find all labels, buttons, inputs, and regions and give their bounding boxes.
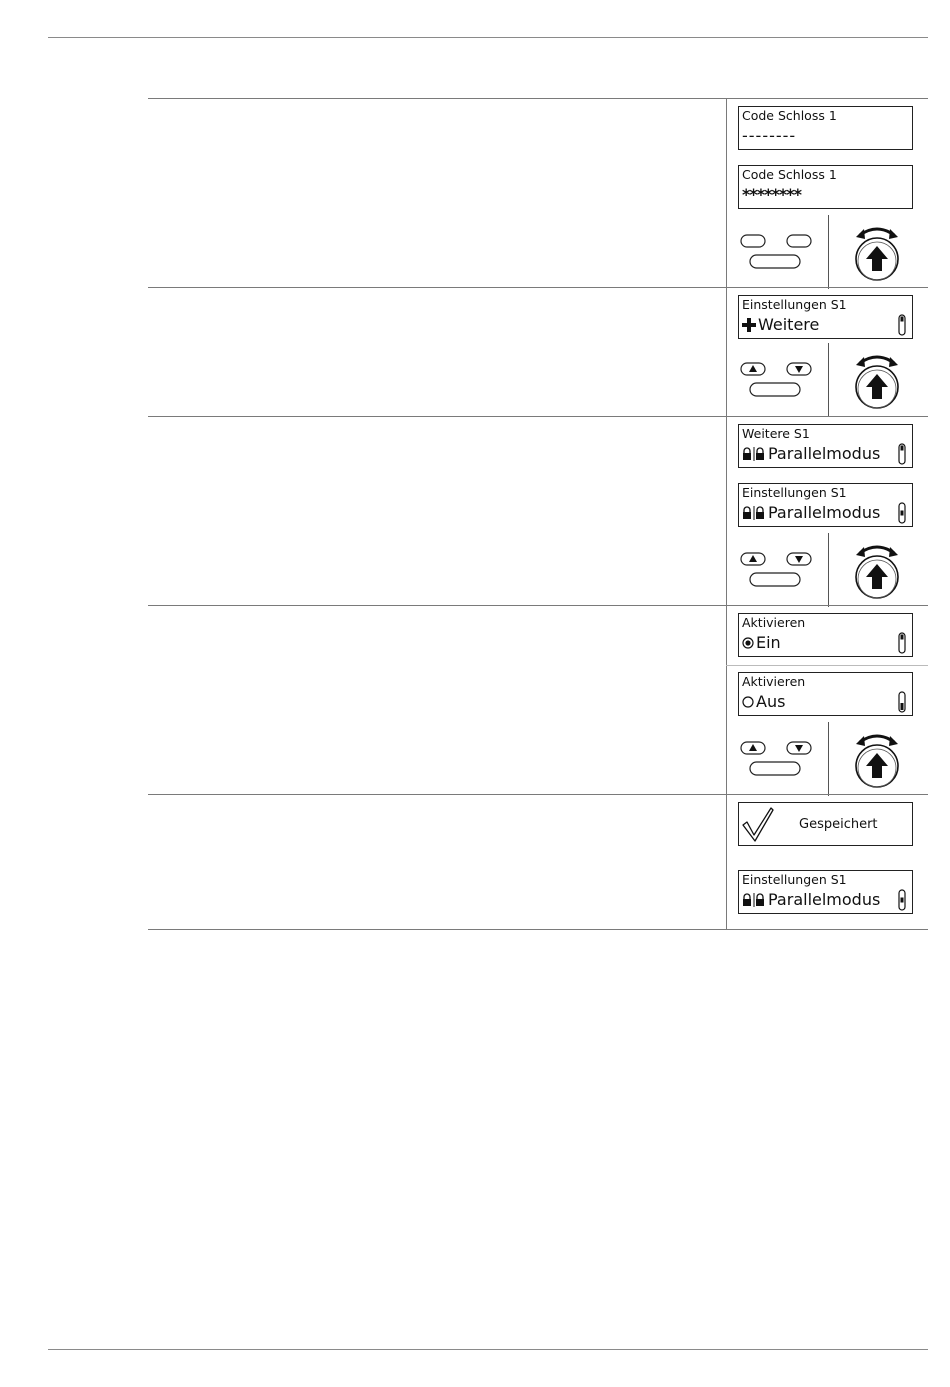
column-divider bbox=[726, 99, 727, 287]
column-divider bbox=[726, 606, 727, 794]
lock-pair-icon bbox=[742, 506, 766, 520]
rotary-knob-icon[interactable] bbox=[852, 219, 902, 289]
lcd-display-activate-off bbox=[738, 672, 913, 716]
lcd-title: Aktivieren bbox=[742, 674, 806, 689]
lock-pair-icon bbox=[742, 447, 766, 461]
scrollbar-top-icon bbox=[898, 443, 906, 469]
lcd-value-row bbox=[742, 444, 880, 463]
lcd-value: Weitere bbox=[758, 315, 820, 334]
step-3 bbox=[148, 416, 928, 605]
lcd-value: Parallelmodus bbox=[768, 503, 881, 522]
control-divider bbox=[828, 533, 829, 607]
rotary-knob-icon[interactable] bbox=[852, 347, 902, 417]
footer-rule bbox=[48, 1349, 928, 1350]
rotary-knob-icon[interactable] bbox=[852, 726, 902, 796]
lcd-display-settings-parallel bbox=[738, 870, 913, 914]
saved-confirmation bbox=[738, 802, 913, 846]
column-divider bbox=[726, 417, 727, 605]
lcd-value-row bbox=[742, 890, 880, 909]
lcd-display-code-empty bbox=[738, 106, 913, 150]
masked-code: ******** bbox=[742, 185, 801, 204]
lcd-display-settings-more bbox=[738, 295, 913, 339]
control-divider bbox=[828, 343, 829, 417]
keypad-and-knob bbox=[728, 215, 928, 289]
lcd-value: Parallelmodus bbox=[768, 444, 881, 463]
step-1 bbox=[148, 98, 928, 287]
keypad-and-knob bbox=[728, 343, 928, 417]
scrollbar-top-icon bbox=[898, 314, 906, 340]
lcd-value-row bbox=[742, 503, 880, 522]
column-divider bbox=[726, 288, 727, 416]
lcd-title: Code Schloss 1 bbox=[742, 108, 837, 123]
lcd-display-settings-parallel bbox=[738, 483, 913, 527]
scrollbar-bottom-icon bbox=[898, 691, 906, 717]
step-4 bbox=[148, 605, 928, 794]
code-placeholder: -------- bbox=[742, 126, 797, 145]
rotary-knob-icon[interactable] bbox=[852, 537, 902, 607]
scrollbar-middle-icon bbox=[898, 502, 906, 528]
control-divider bbox=[828, 215, 829, 289]
lcd-title: Weitere S1 bbox=[742, 426, 810, 441]
lock-pair-icon bbox=[742, 893, 766, 907]
lcd-value: Aus bbox=[756, 692, 786, 711]
checkmark-icon bbox=[741, 805, 775, 847]
lcd-title: Code Schloss 1 bbox=[742, 167, 837, 182]
instruction-steps bbox=[148, 98, 928, 930]
lcd-display-activate-on bbox=[738, 613, 913, 657]
scrollbar-middle-icon bbox=[898, 889, 906, 915]
lcd-value: Parallelmodus bbox=[768, 890, 881, 909]
lcd-value-row bbox=[742, 633, 781, 652]
header-rule bbox=[48, 37, 928, 38]
lcd-title: Einstellungen S1 bbox=[742, 872, 847, 887]
keypad-buttons[interactable] bbox=[740, 229, 816, 279]
keypad-and-knob bbox=[728, 722, 928, 796]
column-divider bbox=[726, 795, 727, 929]
lcd-value-row bbox=[742, 692, 785, 711]
saved-text: Gespeichert bbox=[799, 817, 878, 832]
lcd-value-row bbox=[742, 315, 819, 334]
scrollbar-top-icon bbox=[898, 632, 906, 658]
arrow-keypad[interactable] bbox=[740, 547, 816, 597]
lcd-display-code-entered bbox=[738, 165, 913, 209]
screen-divider bbox=[726, 665, 928, 666]
arrow-keypad[interactable] bbox=[740, 736, 816, 786]
plus-icon bbox=[742, 318, 756, 332]
keypad-and-knob bbox=[728, 533, 928, 607]
lcd-value: Ein bbox=[756, 633, 781, 652]
lcd-title: Einstellungen S1 bbox=[742, 297, 847, 312]
radio-selected-icon bbox=[742, 637, 754, 649]
lcd-title: Einstellungen S1 bbox=[742, 485, 847, 500]
lcd-display-more-parallel bbox=[738, 424, 913, 468]
step-5 bbox=[148, 794, 928, 930]
lcd-title: Aktivieren bbox=[742, 615, 806, 630]
step-2 bbox=[148, 287, 928, 416]
control-divider bbox=[828, 722, 829, 796]
arrow-keypad[interactable] bbox=[740, 357, 816, 407]
radio-empty-icon bbox=[742, 696, 754, 708]
